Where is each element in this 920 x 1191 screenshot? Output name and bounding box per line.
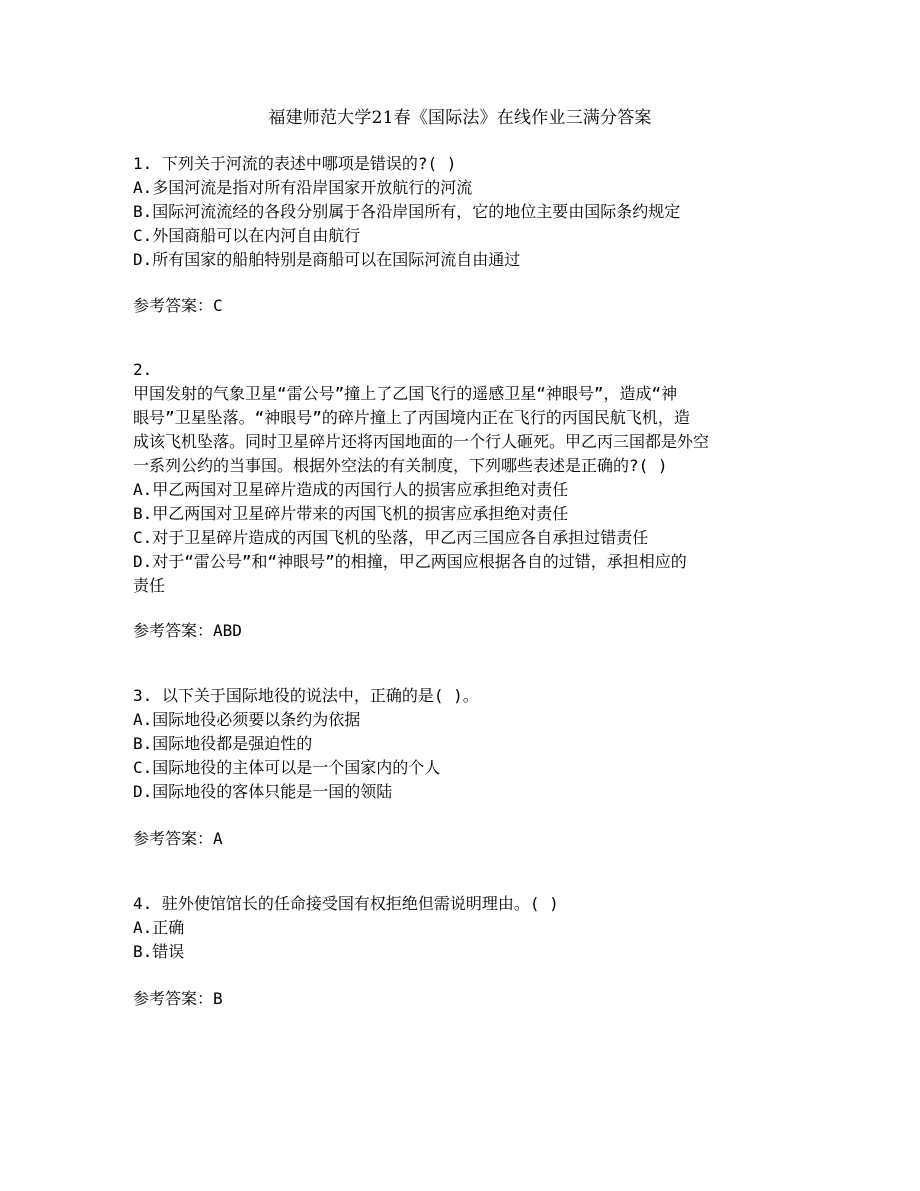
question-2	[133, 358, 793, 598]
answer-1: 参考答案：C	[133, 296, 223, 315]
option-a: A.甲乙两国对卫星碎片造成的丙国行人的损害应承担绝对责任	[133, 480, 569, 499]
answer-4: 参考答案：B	[133, 989, 223, 1008]
option-a: A.多国河流是指对所有沿岸国家开放航行的河流	[133, 178, 473, 197]
answer-3: 参考答案：A	[133, 829, 223, 848]
option-b: B.国际河流流经的各段分别属于各沿岸国所有，它的地位主要由国际条约规定	[133, 202, 681, 221]
option-b: B.国际地役都是强迫性的	[133, 734, 313, 753]
option-c: C.外国商船可以在内河自由航行	[133, 226, 361, 245]
question-stem: 1. 下列关于河流的表述中哪项是错误的?( )	[133, 154, 457, 173]
document-title: 福建师范大学21春《国际法》在线作业三满分答案	[268, 108, 652, 128]
option-c: C.对于卫星碎片造成的丙国飞机的坠落，甲乙丙三国应各自承担过错责任	[133, 528, 649, 547]
option-a: A.正确	[133, 918, 185, 937]
question-stem-line: 眼号”卫星坠落。“神眼号”的碎片撞上了丙国境内正在飞行的丙国民航飞机，造	[133, 408, 690, 427]
option-d-continued: 责任	[133, 576, 166, 595]
answer-2: 参考答案：ABD	[133, 621, 242, 640]
option-d: D.所有国家的船舶特别是商船可以在国际河流自由通过	[133, 250, 521, 269]
question-stem-line: 一系列公约的当事国。根据外空法的有关制度，下列哪些表述是正确的?( )	[133, 456, 668, 475]
question-3	[133, 684, 793, 804]
question-stem-line: 成该飞机坠落。同时卫星碎片还将丙国地面的一个行人砸死。甲乙丙三国都是外空	[133, 432, 710, 451]
question-stem: 3. 以下关于国际地役的说法中，正确的是( )。	[133, 686, 479, 705]
option-b: B.错误	[133, 942, 185, 961]
option-c: C.国际地役的主体可以是一个国家内的个人	[133, 758, 441, 777]
question-number: 2.	[133, 360, 153, 379]
question-4	[133, 892, 793, 964]
option-d: D.国际地役的客体只能是一国的领陆	[133, 782, 393, 801]
option-a: A.国际地役必须要以条约为依据	[133, 710, 361, 729]
question-stem: 4. 驻外使馆馆长的任命接受国有权拒绝但需说明理由。( )	[133, 894, 559, 913]
question-1	[133, 152, 793, 272]
option-b: B.甲乙两国对卫星碎片带来的丙国飞机的损害应承担绝对责任	[133, 504, 569, 523]
option-d: D.对于“雷公号”和“神眼号”的相撞，甲乙两国应根据各自的过错，承担相应的	[133, 552, 687, 571]
question-stem-line: 甲国发射的气象卫星“雷公号”撞上了乙国飞行的遥感卫星“神眼号”，造成“神	[133, 384, 678, 403]
